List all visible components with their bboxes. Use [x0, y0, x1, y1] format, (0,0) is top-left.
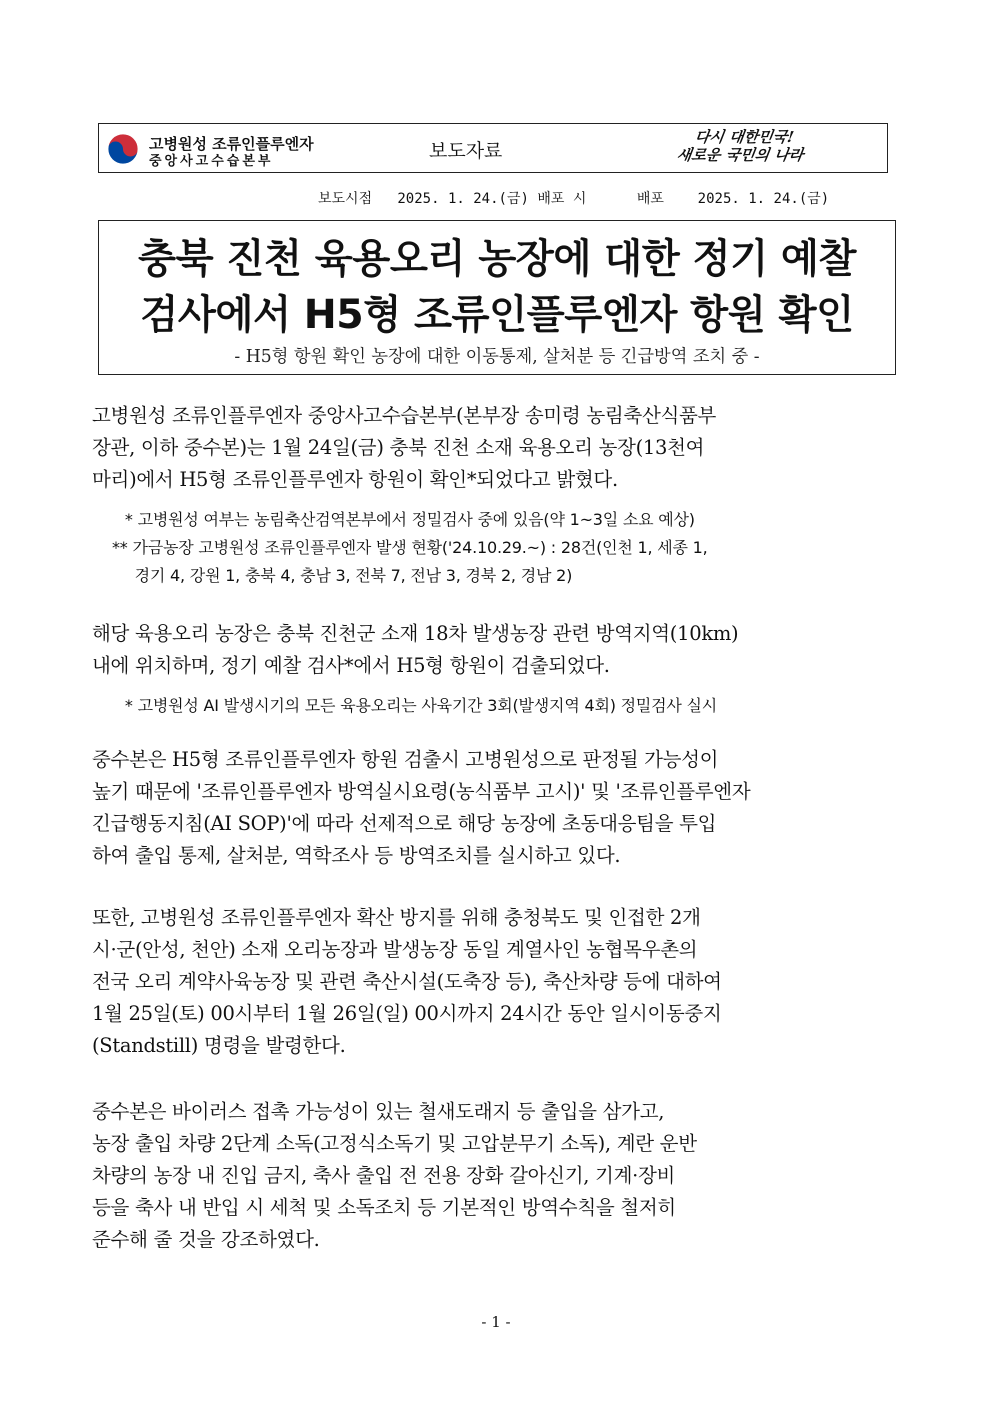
org-name-line2: 중앙사고수습본부: [149, 154, 274, 169]
title-line2: 검사에서 H5형 조류인플루엔자 항원 확인: [140, 292, 854, 338]
slogan-line1: 다시 대한민국!: [693, 128, 796, 146]
footnote-block-2: [120, 692, 717, 720]
paragraph-5: [92, 1096, 897, 1256]
footnote-block-1: [112, 506, 708, 590]
release-dates: 보도시점 2025. 1. 24.(금) 배포 시 배포 2025. 1. 24.(금): [318, 191, 830, 207]
paragraph-line: (Standstill) 명령을 발령한다.: [92, 1034, 346, 1057]
paragraph-line: 마리)에서 H5형 조류인플루엔자 항원이 확인*되었다고 밝혔다.: [92, 468, 618, 491]
slogan-line2: 새로운 국민의 나라: [675, 146, 805, 164]
page-number: - 1 -: [481, 1313, 511, 1331]
paragraph-line: 높기 때문에 '조류인플루엔자 방역실시요령(농식품부 고시)' 및 '조류인플루엔자: [92, 780, 751, 803]
subtitle: - H5형 항원 확인 농장에 대한 이동통제, 살처분 등 긴급방역 조치 중 -: [234, 347, 760, 367]
header-box: [98, 123, 888, 173]
title-line1: 충북 진천 육용오리 농장에 대한 정기 예찰: [137, 236, 857, 282]
paragraph-line: 중수본은 H5형 조류인플루엔자 항원 검출시 고병원성으로 판정될 가능성이: [92, 748, 719, 771]
paragraph-line: 전국 오리 계약사육농장 및 관련 축산시설(도축장 등), 축산차량 등에 대하여: [92, 970, 722, 993]
paragraph-line: 하여 출입 통제, 살처분, 역학조사 등 방역조치를 실시하고 있다.: [92, 844, 621, 867]
paragraph-line: 고병원성 조류인플루엔자 중앙사고수습본부(본부장 송미령 농림축산식품부: [92, 404, 717, 427]
paragraph-line: 농장 출입 차량 2단계 소독(고정식소독기 및 고압분무기 소독), 계란 운반: [92, 1132, 697, 1155]
paragraph-line: 긴급행동지침(AI SOP)'에 따라 선제적으로 해당 농장에 초동대응팀을 투입: [92, 812, 717, 835]
org-name-line1: 고병원성 조류인플루엔자: [149, 135, 314, 153]
paragraph-line: 중수본은 바이러스 접촉 가능성이 있는 철새도래지 등 출입을 삼가고,: [92, 1100, 665, 1123]
paragraph-line: 또한, 고병원성 조류인플루엔자 확산 방지를 위해 충청북도 및 인접한 2개: [92, 906, 701, 929]
paragraph-line: 장관, 이하 중수본)는 1월 24일(금) 충북 진천 소재 육용오리 농장(13천여: [92, 436, 705, 459]
paragraph-line: 준수해 줄 것을 강조하였다.: [92, 1228, 320, 1251]
paragraph-line: 해당 육용오리 농장은 충북 진천군 소재 18차 발생농장 관련 방역지역(10km): [92, 622, 739, 645]
paragraph-line: 내에 위치하며, 정기 예찰 검사*에서 H5형 항원이 검출되었다.: [92, 654, 610, 677]
paragraph-4: [92, 902, 897, 1062]
paragraph-3: [92, 744, 897, 872]
footnote: * 고병원성 여부는 농림축산검역본부에서 정밀검사 중에 있음(약 1~3일 소요 예상): [120, 510, 695, 529]
taeguk-emblem-icon: [107, 133, 139, 165]
paragraph-1: [92, 400, 897, 496]
slogan: [677, 128, 857, 168]
footnote: * 고병원성 AI 발생시기의 모든 육용오리는 사육기간 3회(발생지역 4회) 정밀검사 실시: [120, 696, 718, 715]
paragraph-line: 시·군(안성, 천안) 소재 오리농장과 발생농장 동일 계열사인 농협목우촌의: [92, 938, 698, 961]
paragraph-line: 등을 축사 내 반입 시 세척 및 소독조치 등 기본적인 방역수칙을 철저히: [92, 1196, 676, 1219]
org-logo: [107, 132, 337, 169]
paragraph-line: 1월 25일(토) 00시부터 1월 26일(일) 00시까지 24시간 동안 일시이동중지: [92, 1002, 722, 1025]
paragraph-2: [92, 618, 897, 682]
footnote: 경기 4, 강원 1, 충북 4, 충남 3, 전북 7, 전남 3, 경북 2, 경남 2): [120, 566, 573, 585]
footnote: ** 가금농장 고병원성 조류인플루엔자 발생 현황('24.10.29.~) : 28건(인천 1, 세종 1,: [112, 538, 708, 557]
paragraph-line: 차량의 농장 내 진입 금지, 축사 출입 전 전용 장화 갈아신기, 기계·장비: [92, 1164, 676, 1187]
doc-type-label: 보도자료: [429, 140, 503, 162]
title-box: [98, 220, 896, 375]
